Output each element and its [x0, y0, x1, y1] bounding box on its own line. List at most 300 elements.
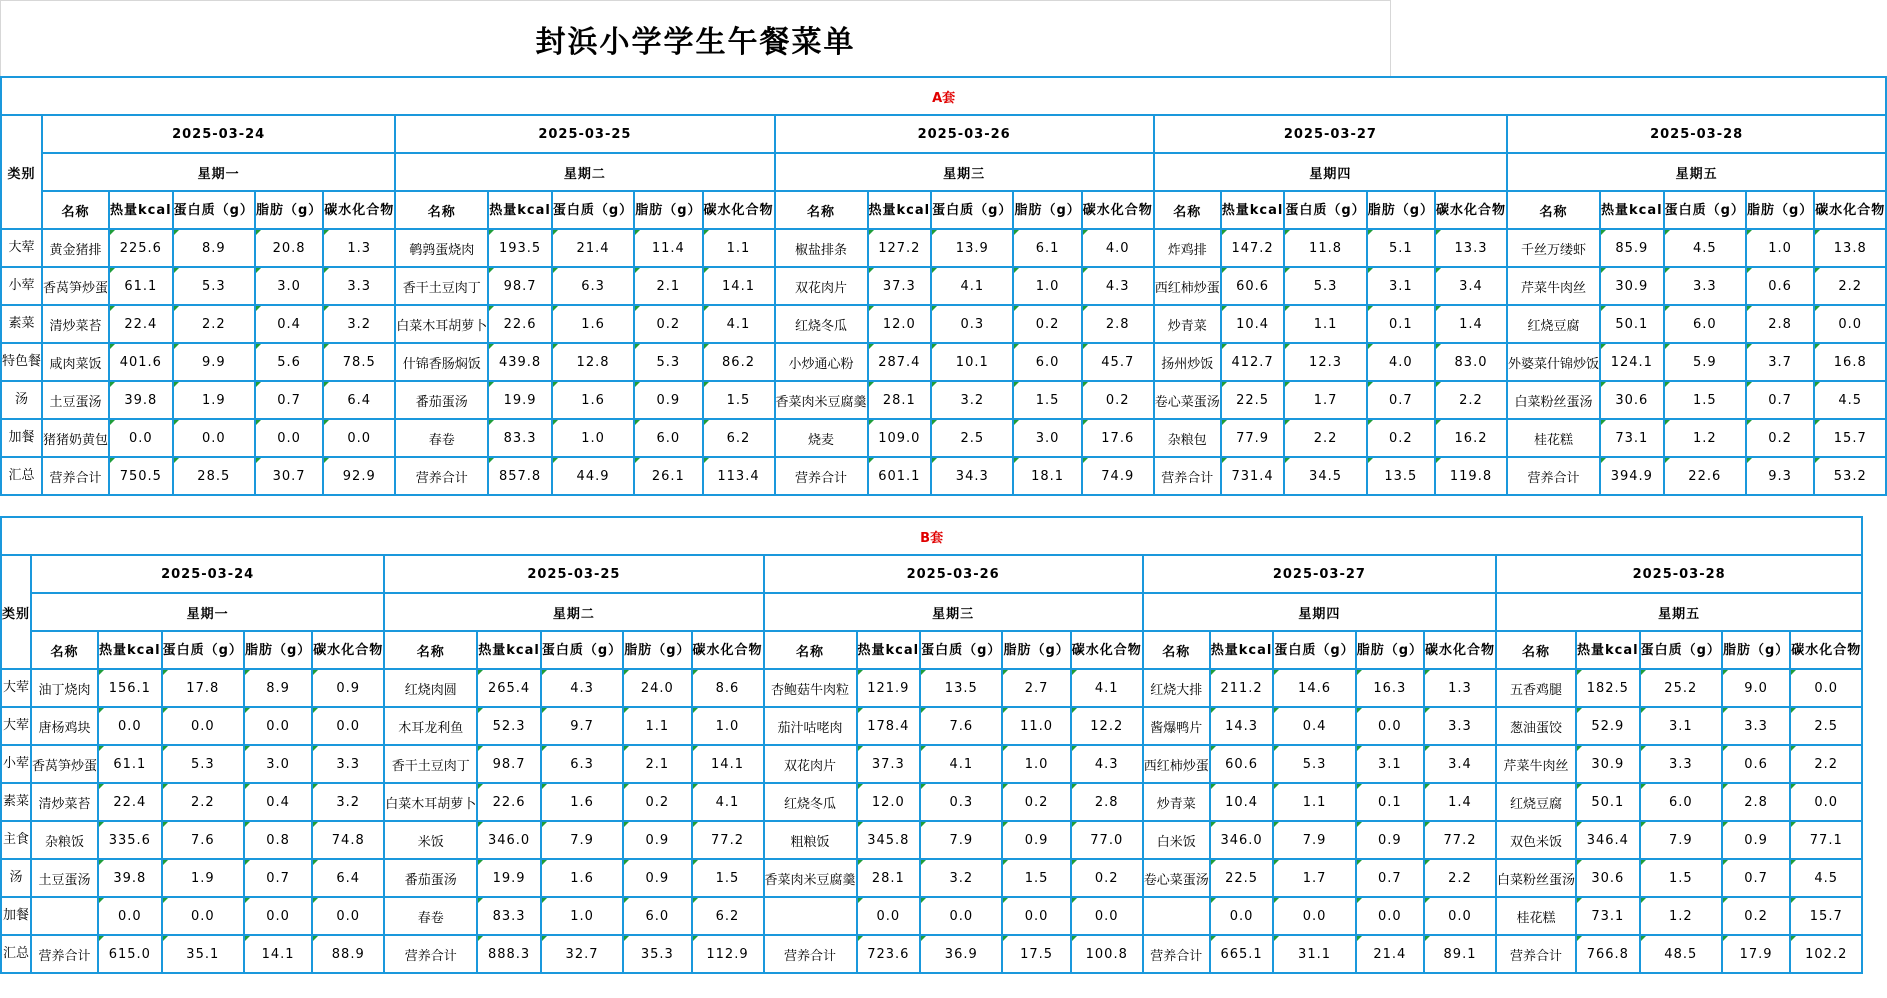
table-row: [1, 343, 1886, 381]
fat-column-header: 脂肪（g）: [255, 191, 323, 229]
fat-value-cell: 11.0: [1002, 707, 1070, 745]
table-row: [1, 821, 1862, 859]
kcal-value-cell: 50.1: [1576, 783, 1640, 821]
carb-value-cell: 92.9: [323, 457, 395, 495]
fat-value-cell: 11.4: [634, 229, 702, 267]
carb-value-cell: 0.0: [312, 707, 384, 745]
protein-value-cell: 8.9: [173, 229, 255, 267]
category-header: 类别: [1, 555, 31, 669]
kcal-value-cell: 22.6: [488, 305, 552, 343]
protein-value-cell: 34.3: [931, 457, 1013, 495]
table-row: [1, 707, 1862, 745]
dish-name-cell: 粗粮饭: [764, 821, 857, 859]
carb-column-header: 碳水化合物: [1814, 191, 1886, 229]
fat-value-cell: 0.1: [1367, 305, 1435, 343]
kcal-value-cell: 335.6: [98, 821, 162, 859]
dish-name-cell: 营养合计: [42, 457, 109, 495]
dish-name-cell: 清炒菜苔: [42, 305, 109, 343]
dish-name-cell: [1143, 897, 1210, 935]
name-column-header: 名称: [764, 631, 857, 669]
fat-value-cell: 0.9: [1002, 821, 1070, 859]
fat-value-cell: 3.0: [1013, 419, 1081, 457]
carb-value-cell: 3.2: [312, 783, 384, 821]
dish-name-cell: 卷心菜蛋汤: [1143, 859, 1210, 897]
kcal-value-cell: 10.4: [1221, 305, 1285, 343]
fat-column-header: 脂肪（g）: [1722, 631, 1790, 669]
protein-value-cell: 48.5: [1640, 935, 1722, 973]
fat-value-cell: 24.0: [623, 669, 691, 707]
kcal-value-cell: 83.3: [488, 419, 552, 457]
dish-name-cell: 小炒通心粉: [775, 343, 868, 381]
kcal-column-header: 热量kcal: [1576, 631, 1640, 669]
kcal-value-cell: 98.7: [477, 745, 541, 783]
protein-value-cell: 6.3: [552, 267, 634, 305]
kcal-column-header: 热量kcal: [477, 631, 541, 669]
fat-value-cell: 1.0: [1013, 267, 1081, 305]
carb-value-cell: 3.3: [312, 745, 384, 783]
fat-column-header: 脂肪（g）: [1746, 191, 1814, 229]
set-title: B套: [1, 517, 1862, 555]
dish-name-cell: 炒青菜: [1143, 783, 1210, 821]
fat-value-cell: 2.1: [634, 267, 702, 305]
kcal-value-cell: 19.9: [477, 859, 541, 897]
carb-value-cell: 4.3: [1082, 267, 1154, 305]
kcal-column-header: 热量kcal: [1221, 191, 1285, 229]
dish-name-cell: 西红柿炒蛋: [1143, 745, 1210, 783]
carb-value-cell: 77.0: [1071, 821, 1143, 859]
carb-value-cell: 83.0: [1435, 343, 1507, 381]
kcal-value-cell: 723.6: [857, 935, 921, 973]
protein-value-cell: 1.0: [552, 419, 634, 457]
dish-name-cell: 芹菜牛肉丝: [1507, 267, 1600, 305]
dish-name-cell: [764, 897, 857, 935]
protein-value-cell: 3.2: [920, 859, 1002, 897]
weekday-header: 星期五: [1507, 153, 1886, 191]
dish-name-cell: 白菜粉丝蛋汤: [1496, 859, 1576, 897]
fat-value-cell: 5.1: [1367, 229, 1435, 267]
weekday-header: 星期二: [395, 153, 774, 191]
kcal-value-cell: 52.9: [1576, 707, 1640, 745]
protein-value-cell: 5.3: [1284, 267, 1366, 305]
table-row: [1, 935, 1862, 973]
category-cell: 汤: [1, 859, 31, 897]
protein-value-cell: 9.7: [541, 707, 623, 745]
dish-name-cell: 白菜粉丝蛋汤: [1507, 381, 1600, 419]
protein-value-cell: 1.6: [552, 381, 634, 419]
protein-value-cell: 1.6: [541, 859, 623, 897]
date-header: 2025-03-25: [395, 115, 774, 153]
dish-name-cell: 营养合计: [775, 457, 868, 495]
dish-name-cell: 土豆蛋汤: [42, 381, 109, 419]
dish-name-cell: 油丁烧肉: [31, 669, 98, 707]
protein-value-cell: 36.9: [920, 935, 1002, 973]
carb-column-header: 碳水化合物: [703, 191, 775, 229]
weekday-header: 星期五: [1496, 593, 1862, 631]
protein-column-header: 蛋白质（g）: [162, 631, 244, 669]
fat-value-cell: 1.0: [1746, 229, 1814, 267]
weekday-header: 星期四: [1143, 593, 1496, 631]
kcal-value-cell: 601.1: [868, 457, 932, 495]
kcal-column-header: 热量kcal: [857, 631, 921, 669]
dish-name-cell: 白菜木耳胡萝卜: [395, 305, 488, 343]
dish-name-cell: 葱油蛋饺: [1496, 707, 1576, 745]
table-row: [1, 859, 1862, 897]
dish-name-cell: 杏鲍菇牛肉粒: [764, 669, 857, 707]
carb-value-cell: 0.2: [1082, 381, 1154, 419]
dish-name-cell: 白菜木耳胡萝卜: [384, 783, 477, 821]
protein-value-cell: 0.0: [920, 897, 1002, 935]
kcal-column-header: 热量kcal: [98, 631, 162, 669]
protein-value-cell: 5.3: [1273, 745, 1355, 783]
protein-value-cell: 4.3: [541, 669, 623, 707]
protein-column-header: 蛋白质（g）: [1273, 631, 1355, 669]
table-row: [1, 381, 1886, 419]
kcal-value-cell: 346.0: [477, 821, 541, 859]
fat-value-cell: 30.7: [255, 457, 323, 495]
carb-value-cell: 15.7: [1814, 419, 1886, 457]
carb-value-cell: 4.0: [1082, 229, 1154, 267]
kcal-value-cell: 0.0: [109, 419, 173, 457]
protein-value-cell: 1.0: [541, 897, 623, 935]
protein-value-cell: 1.2: [1664, 419, 1746, 457]
fat-value-cell: 0.9: [623, 821, 691, 859]
carb-value-cell: 77.2: [692, 821, 764, 859]
protein-value-cell: 0.0: [173, 419, 255, 457]
dish-name-cell: 米饭: [384, 821, 477, 859]
kcal-value-cell: 37.3: [857, 745, 921, 783]
kcal-value-cell: 22.5: [1221, 381, 1285, 419]
dish-name-cell: 炒青菜: [1154, 305, 1221, 343]
fat-value-cell: 0.9: [1722, 821, 1790, 859]
fat-column-header: 脂肪（g）: [244, 631, 312, 669]
fat-value-cell: 0.2: [634, 305, 702, 343]
fat-column-header: 脂肪（g）: [634, 191, 702, 229]
protein-column-header: 蛋白质（g）: [1284, 191, 1366, 229]
dish-name-cell: 香菜肉米豆腐羹: [775, 381, 868, 419]
fat-value-cell: 1.5: [1002, 859, 1070, 897]
category-cell: 素菜: [1, 305, 42, 343]
name-column-header: 名称: [1496, 631, 1576, 669]
kcal-value-cell: 22.4: [109, 305, 173, 343]
fat-value-cell: 0.0: [1002, 897, 1070, 935]
kcal-value-cell: 98.7: [488, 267, 552, 305]
dish-name-cell: 土豆蛋汤: [31, 859, 98, 897]
fat-value-cell: 8.9: [244, 669, 312, 707]
carb-value-cell: 15.7: [1790, 897, 1862, 935]
protein-value-cell: 6.3: [541, 745, 623, 783]
fat-value-cell: 26.1: [634, 457, 702, 495]
carb-value-cell: 1.3: [323, 229, 395, 267]
kcal-value-cell: 73.1: [1576, 897, 1640, 935]
carb-value-cell: 2.2: [1435, 381, 1507, 419]
fat-value-cell: 21.4: [1356, 935, 1424, 973]
category-cell: 主食: [1, 821, 31, 859]
carb-value-cell: 1.5: [692, 859, 764, 897]
kcal-value-cell: 77.9: [1221, 419, 1285, 457]
date-header: 2025-03-26: [764, 555, 1143, 593]
dish-name-cell: 杂粮饭: [31, 821, 98, 859]
kcal-column-header: 热量kcal: [1210, 631, 1274, 669]
carb-value-cell: 4.5: [1790, 859, 1862, 897]
kcal-value-cell: 83.3: [477, 897, 541, 935]
protein-value-cell: 12.3: [1284, 343, 1366, 381]
category-cell: 加餐: [1, 897, 31, 935]
fat-value-cell: 0.0: [255, 419, 323, 457]
dish-name-cell: 鹌鹑蛋烧肉: [395, 229, 488, 267]
carb-value-cell: 112.9: [692, 935, 764, 973]
carb-value-cell: 86.2: [703, 343, 775, 381]
protein-value-cell: 44.9: [552, 457, 634, 495]
dish-name-cell: 木耳龙利鱼: [384, 707, 477, 745]
carb-value-cell: 45.7: [1082, 343, 1154, 381]
fat-value-cell: 0.7: [244, 859, 312, 897]
category-cell: 汤: [1, 381, 42, 419]
carb-value-cell: 2.8: [1082, 305, 1154, 343]
table-row: [1, 897, 1862, 935]
dish-name-cell: 杂粮包: [1154, 419, 1221, 457]
carb-value-cell: 6.4: [312, 859, 384, 897]
dish-name-cell: 红烧豆腐: [1507, 305, 1600, 343]
weekday-header: 星期四: [1154, 153, 1507, 191]
kcal-value-cell: 73.1: [1600, 419, 1664, 457]
kcal-value-cell: 50.1: [1600, 305, 1664, 343]
dish-name-cell: 清炒菜苔: [31, 783, 98, 821]
date-header: 2025-03-28: [1507, 115, 1886, 153]
protein-value-cell: 4.1: [920, 745, 1002, 783]
dish-name-cell: 千丝万缕虾: [1507, 229, 1600, 267]
table-row: [1, 783, 1862, 821]
carb-value-cell: 2.5: [1790, 707, 1862, 745]
set-title: A套: [1, 77, 1886, 115]
protein-value-cell: 14.6: [1273, 669, 1355, 707]
category-cell: 大荤: [1, 669, 31, 707]
dish-name-cell: 营养合计: [1154, 457, 1221, 495]
dish-name-cell: 双花肉片: [775, 267, 868, 305]
protein-value-cell: 0.3: [920, 783, 1002, 821]
protein-value-cell: 13.9: [931, 229, 1013, 267]
carb-value-cell: 2.8: [1071, 783, 1143, 821]
fat-value-cell: 3.3: [1722, 707, 1790, 745]
dish-name-cell: 香莴笋炒蛋: [31, 745, 98, 783]
protein-value-cell: 2.2: [162, 783, 244, 821]
kcal-value-cell: 10.4: [1210, 783, 1274, 821]
fat-column-header: 脂肪（g）: [1002, 631, 1070, 669]
date-header: 2025-03-24: [42, 115, 395, 153]
fat-value-cell: 0.4: [255, 305, 323, 343]
kcal-value-cell: 147.2: [1221, 229, 1285, 267]
protein-value-cell: 0.0: [162, 897, 244, 935]
carb-value-cell: 16.8: [1814, 343, 1886, 381]
carb-value-cell: 6.4: [323, 381, 395, 419]
date-header: 2025-03-26: [775, 115, 1154, 153]
fat-value-cell: 0.0: [244, 897, 312, 935]
date-header: 2025-03-27: [1154, 115, 1507, 153]
fat-value-cell: 2.8: [1746, 305, 1814, 343]
fat-value-cell: 0.8: [244, 821, 312, 859]
carb-value-cell: 3.4: [1435, 267, 1507, 305]
kcal-value-cell: 731.4: [1221, 457, 1285, 495]
date-header: 2025-03-25: [384, 555, 763, 593]
fat-value-cell: 17.5: [1002, 935, 1070, 973]
protein-value-cell: 13.5: [920, 669, 1002, 707]
category-cell: 特色餐: [1, 343, 42, 381]
dish-name-cell: 营养合计: [1507, 457, 1600, 495]
carb-value-cell: 3.3: [1424, 707, 1496, 745]
fat-column-header: 脂肪（g）: [1013, 191, 1081, 229]
kcal-value-cell: 0.0: [857, 897, 921, 935]
carb-value-cell: 1.3: [1424, 669, 1496, 707]
kcal-value-cell: 19.9: [488, 381, 552, 419]
dish-name-cell: 春卷: [384, 897, 477, 935]
protein-column-header: 蛋白质（g）: [173, 191, 255, 229]
kcal-value-cell: 401.6: [109, 343, 173, 381]
carb-value-cell: 4.3: [1071, 745, 1143, 783]
protein-value-cell: 17.8: [162, 669, 244, 707]
dish-name-cell: 营养合计: [384, 935, 477, 973]
protein-value-cell: 3.3: [1664, 267, 1746, 305]
carb-value-cell: 0.2: [1071, 859, 1143, 897]
fat-value-cell: 20.8: [255, 229, 323, 267]
carb-column-header: 碳水化合物: [312, 631, 384, 669]
dish-name-cell: 茄汁咕咾肉: [764, 707, 857, 745]
fat-value-cell: 9.0: [1722, 669, 1790, 707]
kcal-value-cell: 211.2: [1210, 669, 1274, 707]
fat-value-cell: 0.2: [1013, 305, 1081, 343]
kcal-value-cell: 0.0: [98, 707, 162, 745]
name-column-header: 名称: [1143, 631, 1210, 669]
carb-value-cell: 0.0: [1071, 897, 1143, 935]
kcal-value-cell: 85.9: [1600, 229, 1664, 267]
carb-value-cell: 0.0: [312, 897, 384, 935]
fat-value-cell: 6.0: [623, 897, 691, 935]
kcal-value-cell: 615.0: [98, 935, 162, 973]
carb-value-cell: 0.0: [323, 419, 395, 457]
fat-value-cell: 0.6: [1746, 267, 1814, 305]
protein-value-cell: 25.2: [1640, 669, 1722, 707]
fat-column-header: 脂肪（g）: [1367, 191, 1435, 229]
fat-value-cell: 16.3: [1356, 669, 1424, 707]
carb-value-cell: 119.8: [1435, 457, 1507, 495]
carb-value-cell: 3.4: [1424, 745, 1496, 783]
protein-value-cell: 1.1: [1284, 305, 1366, 343]
category-cell: 小荤: [1, 745, 31, 783]
kcal-value-cell: 225.6: [109, 229, 173, 267]
dish-name-cell: 外婆菜什锦炒饭: [1507, 343, 1600, 381]
kcal-value-cell: 60.6: [1221, 267, 1285, 305]
kcal-value-cell: 52.3: [477, 707, 541, 745]
protein-value-cell: 0.3: [931, 305, 1013, 343]
carb-value-cell: 3.2: [323, 305, 395, 343]
kcal-value-cell: 439.8: [488, 343, 552, 381]
kcal-value-cell: 857.8: [488, 457, 552, 495]
kcal-value-cell: 412.7: [1221, 343, 1285, 381]
dish-name-cell: 芹菜牛肉丝: [1496, 745, 1576, 783]
protein-value-cell: 3.1: [1640, 707, 1722, 745]
carb-value-cell: 17.6: [1082, 419, 1154, 457]
carb-value-cell: 13.8: [1814, 229, 1886, 267]
carb-value-cell: 13.3: [1435, 229, 1507, 267]
dish-name-cell: 卷心菜蛋汤: [1154, 381, 1221, 419]
dish-name-cell: 西红柿炒蛋: [1154, 267, 1221, 305]
protein-value-cell: 7.9: [541, 821, 623, 859]
protein-value-cell: 1.6: [541, 783, 623, 821]
kcal-value-cell: 37.3: [868, 267, 932, 305]
category-cell: 大荤: [1, 229, 42, 267]
dish-name-cell: 香菜肉米豆腐羹: [764, 859, 857, 897]
protein-value-cell: 12.8: [552, 343, 634, 381]
fat-value-cell: 2.8: [1722, 783, 1790, 821]
protein-value-cell: 32.7: [541, 935, 623, 973]
fat-value-cell: 3.1: [1356, 745, 1424, 783]
carb-value-cell: 0.0: [1790, 669, 1862, 707]
category-cell: 小荤: [1, 267, 42, 305]
fat-value-cell: 1.1: [623, 707, 691, 745]
kcal-value-cell: 0.0: [1210, 897, 1274, 935]
dish-name-cell: 营养合计: [1496, 935, 1576, 973]
carb-value-cell: 4.5: [1814, 381, 1886, 419]
protein-column-header: 蛋白质（g）: [1664, 191, 1746, 229]
carb-column-header: 碳水化合物: [323, 191, 395, 229]
weekday-header: 星期三: [764, 593, 1143, 631]
dish-name-cell: 猪猪奶黄包: [42, 419, 109, 457]
protein-value-cell: 3.2: [931, 381, 1013, 419]
name-column-header: 名称: [42, 191, 109, 229]
menu-table-set-b: [0, 516, 1863, 974]
kcal-column-header: 热量kcal: [109, 191, 173, 229]
kcal-value-cell: 127.2: [868, 229, 932, 267]
kcal-value-cell: 22.4: [98, 783, 162, 821]
dish-name-cell: 什锦香肠焖饭: [395, 343, 488, 381]
kcal-value-cell: 12.0: [857, 783, 921, 821]
protein-value-cell: 28.5: [173, 457, 255, 495]
carb-value-cell: 0.0: [1790, 783, 1862, 821]
weekday-header: 星期三: [775, 153, 1154, 191]
protein-value-cell: 1.1: [1273, 783, 1355, 821]
fat-value-cell: 3.1: [1367, 267, 1435, 305]
date-header: 2025-03-28: [1496, 555, 1862, 593]
fat-value-cell: 2.7: [1002, 669, 1070, 707]
protein-column-header: 蛋白质（g）: [552, 191, 634, 229]
protein-value-cell: 3.3: [1640, 745, 1722, 783]
dish-name-cell: 咸肉菜饭: [42, 343, 109, 381]
kcal-value-cell: 39.8: [98, 859, 162, 897]
dish-name-cell: 营养合计: [395, 457, 488, 495]
carb-column-header: 碳水化合物: [1435, 191, 1507, 229]
protein-value-cell: 5.3: [162, 745, 244, 783]
kcal-column-header: 热量kcal: [488, 191, 552, 229]
dish-name-cell: 烧麦: [775, 419, 868, 457]
fat-value-cell: 0.7: [1356, 859, 1424, 897]
kcal-value-cell: 30.6: [1576, 859, 1640, 897]
dish-name-cell: 营养合计: [1143, 935, 1210, 973]
dish-name-cell: 椒盐排条: [775, 229, 868, 267]
carb-value-cell: 3.3: [323, 267, 395, 305]
kcal-value-cell: 287.4: [868, 343, 932, 381]
fat-value-cell: 3.0: [244, 745, 312, 783]
protein-value-cell: 10.1: [931, 343, 1013, 381]
table-row: [1, 267, 1886, 305]
table-row: [1, 419, 1886, 457]
kcal-value-cell: 28.1: [868, 381, 932, 419]
protein-value-cell: 7.9: [1273, 821, 1355, 859]
protein-value-cell: 5.9: [1664, 343, 1746, 381]
name-column-header: 名称: [384, 631, 477, 669]
dish-name-cell: 香干土豆肉丁: [384, 745, 477, 783]
carb-value-cell: 6.2: [703, 419, 775, 457]
carb-value-cell: 77.2: [1424, 821, 1496, 859]
dish-name-cell: 桂花糕: [1507, 419, 1600, 457]
fat-value-cell: 0.9: [623, 859, 691, 897]
